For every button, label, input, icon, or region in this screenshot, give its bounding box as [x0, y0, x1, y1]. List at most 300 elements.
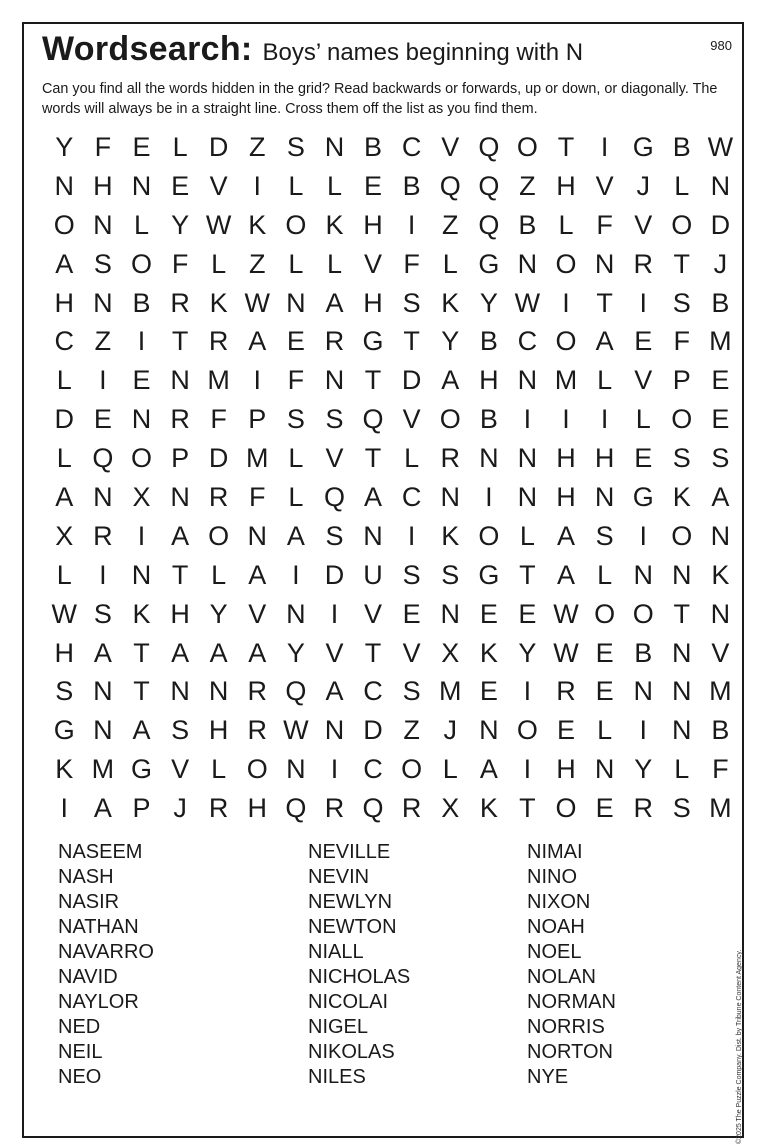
grid-cell[interactable]: S [402, 559, 421, 590]
grid-cell[interactable]: H [363, 209, 383, 240]
word-list-item[interactable]: NAVID [58, 966, 118, 988]
word-list-item[interactable]: NIALL [308, 941, 364, 963]
word-list-item[interactable]: NIXON [527, 891, 591, 913]
grid-cell[interactable]: S [55, 676, 74, 707]
grid-cell[interactable]: A [325, 676, 344, 707]
grid-cell[interactable]: V [325, 443, 344, 474]
grid-cell[interactable]: N [672, 559, 692, 590]
grid-cell[interactable]: V [364, 598, 383, 629]
grid-cell[interactable]: I [330, 754, 339, 785]
grid-cell[interactable]: M [554, 365, 578, 396]
grid-cell[interactable]: E [171, 170, 190, 201]
grid-cell[interactable]: M [207, 365, 230, 396]
grid-cell[interactable]: E [595, 793, 614, 824]
grid-cell[interactable]: A [595, 326, 614, 357]
grid-cell[interactable]: N [54, 170, 75, 201]
grid-cell[interactable]: C [54, 326, 75, 357]
grid-cell[interactable]: O [671, 209, 693, 240]
grid-cell[interactable]: O [594, 598, 616, 629]
grid-cell[interactable]: G [632, 481, 654, 512]
grid-cell[interactable]: V [325, 637, 344, 668]
grid-cell[interactable]: I [485, 481, 493, 512]
grid-cell[interactable]: A [171, 520, 190, 551]
grid-cell[interactable]: L [558, 209, 574, 240]
grid-cell[interactable]: O [632, 598, 654, 629]
grid-cell[interactable]: N [93, 287, 113, 318]
grid-cell[interactable]: T [133, 637, 150, 668]
grid-cell[interactable]: Y [441, 326, 460, 357]
grid-cell[interactable]: J [173, 793, 187, 824]
grid-cell[interactable]: N [286, 287, 306, 318]
grid-cell[interactable]: N [672, 715, 692, 746]
grid-cell[interactable]: L [442, 754, 458, 785]
grid-cell[interactable]: K [672, 481, 691, 512]
grid-cell[interactable]: U [363, 559, 383, 590]
grid-cell[interactable]: O [555, 793, 577, 824]
grid-cell[interactable]: S [286, 131, 305, 162]
grid-cell[interactable]: N [170, 676, 190, 707]
grid-cell[interactable]: N [93, 676, 113, 707]
word-list-item[interactable]: NIMAI [527, 841, 583, 863]
grid-cell[interactable]: L [442, 248, 458, 279]
grid-cell[interactable]: M [709, 676, 732, 707]
grid-cell[interactable]: Z [94, 326, 112, 357]
grid-cell[interactable]: T [557, 131, 575, 162]
grid-cell[interactable]: E [93, 404, 112, 435]
grid-cell[interactable]: Z [403, 715, 420, 746]
grid-cell[interactable]: S [711, 443, 730, 474]
grid-cell[interactable]: S [672, 287, 691, 318]
grid-cell[interactable]: F [287, 365, 305, 396]
grid-cell[interactable]: P [672, 365, 691, 396]
grid-cell[interactable]: H [170, 598, 190, 629]
grid-cell[interactable]: I [523, 404, 532, 435]
grid-cell[interactable]: D [54, 404, 75, 435]
grid-cell[interactable]: M [709, 326, 732, 357]
grid-cell[interactable]: S [672, 793, 691, 824]
grid-cell[interactable]: B [402, 170, 421, 201]
grid-cell[interactable]: K [209, 287, 228, 318]
grid-cell[interactable]: H [556, 754, 576, 785]
word-list-item[interactable]: NATHAN [58, 916, 139, 938]
word-list-item[interactable]: NIGEL [308, 1016, 369, 1038]
grid-cell[interactable]: L [211, 248, 227, 279]
grid-cell[interactable]: L [326, 248, 342, 279]
grid-cell[interactable]: N [131, 170, 152, 201]
grid-cell[interactable]: Q [92, 443, 114, 474]
grid-cell[interactable]: H [247, 793, 268, 824]
grid-cell[interactable]: F [210, 404, 227, 435]
grid-cell[interactable]: A [132, 715, 151, 746]
grid-cell[interactable]: X [441, 637, 460, 668]
grid-cell[interactable]: S [171, 715, 190, 746]
grid-cell[interactable]: T [364, 637, 382, 668]
grid-cell[interactable]: Z [519, 170, 536, 201]
grid-cell[interactable]: I [600, 404, 609, 435]
grid-cell[interactable]: N [131, 559, 152, 590]
grid-cell[interactable]: T [596, 287, 613, 318]
grid-cell[interactable]: T [133, 676, 150, 707]
grid-cell[interactable]: N [286, 598, 306, 629]
grid-cell[interactable]: L [172, 131, 188, 162]
grid-cell[interactable]: P [132, 793, 151, 824]
grid-cell[interactable]: Y [286, 637, 305, 668]
grid-cell[interactable]: R [633, 248, 653, 279]
grid-cell[interactable]: X [441, 793, 460, 824]
grid-cell[interactable]: W [707, 131, 734, 162]
word-list-item[interactable]: NEO [58, 1066, 102, 1088]
grid-cell[interactable]: T [673, 598, 691, 629]
grid-cell[interactable]: I [253, 170, 262, 201]
grid-cell[interactable]: N [594, 754, 615, 785]
grid-cell[interactable]: E [479, 598, 498, 629]
grid-cell[interactable]: T [519, 793, 536, 824]
grid-cell[interactable]: Y [209, 598, 228, 629]
grid-cell[interactable]: Q [323, 481, 345, 512]
grid-cell[interactable]: O [671, 404, 693, 435]
grid-cell[interactable]: V [402, 404, 421, 435]
word-list-item[interactable]: NORMAN [527, 991, 616, 1013]
grid-cell[interactable]: G [362, 326, 384, 357]
grid-cell[interactable]: B [364, 131, 383, 162]
grid-cell[interactable]: H [54, 637, 75, 668]
grid-cell[interactable]: A [364, 481, 383, 512]
word-list-item[interactable]: NEWTON [308, 916, 397, 938]
grid-cell[interactable]: V [248, 598, 267, 629]
grid-cell[interactable]: L [56, 443, 72, 474]
grid-cell[interactable]: V [402, 637, 421, 668]
word-list-item[interactable]: NEVIN [308, 866, 370, 888]
grid-cell[interactable]: K [479, 793, 498, 824]
grid-cell[interactable]: D [208, 443, 229, 474]
grid-cell[interactable]: D [401, 365, 422, 396]
word-list-item[interactable]: NOAH [527, 916, 585, 938]
grid-cell[interactable]: W [283, 715, 309, 746]
grid-cell[interactable]: F [673, 326, 691, 357]
grid-cell[interactable]: E [595, 676, 614, 707]
grid-cell[interactable]: I [407, 209, 416, 240]
grid-cell[interactable]: R [247, 676, 268, 707]
grid-cell[interactable]: T [171, 326, 189, 357]
grid-cell[interactable]: N [324, 131, 345, 162]
grid-cell[interactable]: L [597, 365, 613, 396]
grid-cell[interactable]: O [130, 248, 152, 279]
grid-cell[interactable]: K [325, 209, 344, 240]
grid-cell[interactable]: N [247, 520, 268, 551]
grid-cell[interactable]: R [324, 793, 345, 824]
word-list-item[interactable]: NOEL [527, 941, 582, 963]
grid-cell[interactable]: N [440, 598, 460, 629]
grid-cell[interactable]: Y [171, 209, 190, 240]
grid-cell[interactable]: O [439, 404, 461, 435]
grid-cell[interactable]: O [478, 520, 500, 551]
grid-cell[interactable]: T [673, 248, 691, 279]
grid-cell[interactable]: F [171, 248, 189, 279]
grid-cell[interactable]: E [518, 598, 537, 629]
grid-cell[interactable]: N [517, 481, 538, 512]
grid-cell[interactable]: W [205, 209, 232, 240]
grid-cell[interactable]: O [246, 754, 268, 785]
grid-cell[interactable]: N [93, 209, 113, 240]
grid-cell[interactable]: E [557, 715, 576, 746]
grid-cell[interactable]: P [248, 404, 267, 435]
grid-cell[interactable]: A [286, 520, 305, 551]
grid-cell[interactable]: W [553, 598, 579, 629]
grid-cell[interactable]: N [479, 443, 499, 474]
grid-cell[interactable]: V [364, 248, 383, 279]
grid-cell[interactable]: I [60, 793, 69, 824]
grid-cell[interactable]: L [635, 404, 651, 435]
grid-cell[interactable]: I [639, 715, 647, 746]
grid-cell[interactable]: F [403, 248, 420, 279]
grid-cell[interactable]: O [671, 520, 693, 551]
grid-cell[interactable]: C [363, 676, 383, 707]
grid-cell[interactable]: R [556, 676, 576, 707]
grid-cell[interactable]: A [248, 559, 267, 590]
grid-cell[interactable]: B [672, 131, 691, 162]
grid-cell[interactable]: I [137, 520, 146, 551]
grid-cell[interactable]: Y [479, 287, 498, 318]
grid-cell[interactable]: A [557, 559, 576, 590]
grid-cell[interactable]: N [440, 481, 460, 512]
grid-cell[interactable]: I [253, 365, 262, 396]
grid-cell[interactable]: S [402, 287, 421, 318]
grid-cell[interactable]: X [132, 481, 151, 512]
grid-cell[interactable]: I [639, 287, 647, 318]
grid-cell[interactable]: S [325, 404, 344, 435]
grid-cell[interactable]: A [325, 287, 344, 318]
grid-cell[interactable]: N [93, 715, 113, 746]
grid-cell[interactable]: L [404, 443, 420, 474]
grid-cell[interactable]: E [711, 404, 730, 435]
grid-cell[interactable]: O [208, 520, 230, 551]
grid-cell[interactable]: N [363, 520, 383, 551]
grid-cell[interactable]: E [595, 637, 614, 668]
grid-cell[interactable]: P [171, 443, 190, 474]
grid-cell[interactable]: T [403, 326, 420, 357]
grid-cell[interactable]: A [93, 637, 112, 668]
grid-cell[interactable]: L [674, 170, 690, 201]
grid-cell[interactable]: N [710, 598, 731, 629]
grid-cell[interactable]: V [171, 754, 190, 785]
grid-cell[interactable]: B [711, 287, 730, 318]
grid-cell[interactable]: K [248, 209, 267, 240]
grid-cell[interactable]: K [441, 287, 460, 318]
grid-cell[interactable]: Q [478, 209, 500, 240]
grid-cell[interactable]: G [478, 248, 500, 279]
grid-cell[interactable]: K [711, 559, 730, 590]
grid-cell[interactable]: N [710, 520, 731, 551]
word-list-item[interactable]: NIKOLAS [308, 1041, 395, 1063]
grid-cell[interactable]: N [633, 676, 653, 707]
grid-cell[interactable]: F [712, 754, 729, 785]
grid-cell[interactable]: D [324, 559, 345, 590]
grid-cell[interactable]: E [364, 170, 383, 201]
grid-cell[interactable]: M [709, 793, 732, 824]
grid-cell[interactable]: J [636, 170, 650, 201]
grid-cell[interactable]: W [553, 637, 579, 668]
grid-cell[interactable]: R [208, 326, 229, 357]
grid-cell[interactable]: K [441, 520, 460, 551]
grid-cell[interactable]: L [597, 559, 613, 590]
grid-cell[interactable]: N [324, 715, 345, 746]
grid-cell[interactable]: Y [634, 754, 653, 785]
grid-cell[interactable]: Q [439, 170, 461, 201]
grid-cell[interactable]: R [247, 715, 268, 746]
grid-cell[interactable]: B [132, 287, 151, 318]
grid-cell[interactable]: A [209, 637, 228, 668]
grid-cell[interactable]: N [672, 676, 692, 707]
grid-cell[interactable]: N [594, 248, 615, 279]
grid-cell[interactable]: G [130, 754, 152, 785]
grid-cell[interactable]: C [401, 481, 422, 512]
grid-cell[interactable]: E [132, 131, 151, 162]
grid-cell[interactable]: T [519, 559, 536, 590]
grid-cell[interactable]: I [639, 520, 647, 551]
grid-cell[interactable]: N [710, 170, 731, 201]
grid-cell[interactable]: K [132, 598, 151, 629]
grid-cell[interactable]: V [711, 637, 730, 668]
grid-cell[interactable]: W [514, 287, 541, 318]
grid-cell[interactable]: R [401, 793, 422, 824]
grid-cell[interactable]: I [523, 676, 532, 707]
word-list-item[interactable]: NAVARRO [58, 941, 154, 963]
grid-cell[interactable]: N [93, 481, 113, 512]
grid-cell[interactable]: M [91, 754, 115, 785]
grid-cell[interactable]: H [594, 443, 615, 474]
grid-cell[interactable]: B [711, 715, 730, 746]
grid-cell[interactable]: E [286, 326, 305, 357]
grid-cell[interactable]: O [285, 209, 307, 240]
grid-cell[interactable]: L [211, 559, 227, 590]
grid-cell[interactable]: L [674, 754, 690, 785]
grid-cell[interactable]: I [330, 598, 339, 629]
grid-cell[interactable]: K [55, 754, 74, 785]
grid-cell[interactable]: H [208, 715, 229, 746]
grid-cell[interactable]: E [402, 598, 421, 629]
grid-cell[interactable]: N [170, 481, 190, 512]
grid-cell[interactable]: N [131, 404, 152, 435]
grid-cell[interactable]: S [286, 404, 305, 435]
grid-cell[interactable]: D [208, 131, 229, 162]
grid-cell[interactable]: I [523, 754, 532, 785]
grid-cell[interactable]: A [248, 326, 267, 357]
grid-cell[interactable]: N [517, 248, 538, 279]
grid-cell[interactable]: A [248, 637, 267, 668]
grid-cell[interactable]: W [244, 287, 270, 318]
grid-cell[interactable]: V [595, 170, 614, 201]
grid-cell[interactable]: I [137, 326, 146, 357]
grid-cell[interactable]: I [292, 559, 300, 590]
grid-cell[interactable]: E [479, 676, 498, 707]
grid-cell[interactable]: N [479, 715, 499, 746]
grid-cell[interactable]: A [557, 520, 576, 551]
grid-cell[interactable]: Z [249, 131, 266, 162]
grid-cell[interactable]: Q [285, 676, 307, 707]
word-list-item[interactable]: NORTON [527, 1041, 613, 1063]
grid-cell[interactable]: S [325, 520, 344, 551]
grid-cell[interactable]: N [517, 365, 538, 396]
grid-cell[interactable]: M [246, 443, 269, 474]
grid-cell[interactable]: Q [362, 793, 384, 824]
grid-cell[interactable]: Z [249, 248, 266, 279]
grid-cell[interactable]: L [56, 365, 72, 396]
word-list-item[interactable]: NEWLYN [308, 891, 393, 913]
grid-cell[interactable]: E [634, 443, 653, 474]
grid-cell[interactable]: O [555, 248, 577, 279]
grid-cell[interactable]: R [440, 443, 460, 474]
grid-cell[interactable]: Z [441, 209, 459, 240]
grid-cell[interactable]: A [93, 793, 112, 824]
grid-cell[interactable]: B [634, 637, 653, 668]
grid-cell[interactable]: O [516, 715, 538, 746]
grid-cell[interactable]: H [363, 287, 383, 318]
word-list-item[interactable]: NAYLOR [58, 991, 139, 1013]
grid-cell[interactable]: E [634, 326, 653, 357]
grid-cell[interactable]: F [596, 209, 613, 240]
grid-cell[interactable]: R [93, 520, 113, 551]
grid-cell[interactable]: A [711, 481, 730, 512]
grid-cell[interactable]: T [171, 559, 189, 590]
grid-cell[interactable]: F [249, 481, 266, 512]
word-list-item[interactable]: NORRIS [527, 1016, 605, 1038]
grid-cell[interactable]: L [288, 248, 304, 279]
grid-cell[interactable]: E [711, 365, 730, 396]
grid-cell[interactable]: Q [285, 793, 307, 824]
grid-cell[interactable]: I [562, 287, 570, 318]
grid-cell[interactable]: A [55, 248, 74, 279]
grid-cell[interactable]: S [441, 559, 460, 590]
grid-cell[interactable]: J [443, 715, 457, 746]
grid-cell[interactable]: N [517, 443, 538, 474]
grid-cell[interactable]: Q [362, 404, 384, 435]
grid-cell[interactable]: H [54, 287, 75, 318]
grid-cell[interactable]: V [441, 131, 460, 162]
grid-cell[interactable]: O [555, 326, 577, 357]
grid-cell[interactable]: G [632, 131, 654, 162]
word-list-item[interactable]: NASH [58, 866, 114, 888]
grid-cell[interactable]: J [713, 248, 728, 279]
grid-cell[interactable]: D [363, 715, 383, 746]
grid-cell[interactable]: O [130, 443, 152, 474]
grid-cell[interactable]: N [208, 676, 229, 707]
grid-cell[interactable]: R [208, 481, 229, 512]
word-list-item[interactable]: NED [58, 1016, 101, 1038]
word-list-item[interactable]: NICHOLAS [308, 966, 411, 988]
grid-cell[interactable]: T [364, 443, 382, 474]
grid-cell[interactable]: H [556, 443, 576, 474]
grid-cell[interactable]: E [132, 365, 151, 396]
grid-cell[interactable]: I [99, 559, 107, 590]
grid-cell[interactable]: L [288, 170, 304, 201]
grid-cell[interactable]: A [55, 481, 74, 512]
grid-cell[interactable]: K [479, 637, 498, 668]
grid-cell[interactable]: H [556, 170, 576, 201]
grid-cell[interactable]: R [170, 287, 190, 318]
word-list-item[interactable]: NEVILLE [308, 841, 391, 863]
grid-cell[interactable]: I [99, 365, 107, 396]
grid-cell[interactable]: R [633, 793, 653, 824]
grid-cell[interactable]: Q [478, 170, 500, 201]
grid-cell[interactable]: N [286, 754, 306, 785]
grid-cell[interactable]: T [364, 365, 382, 396]
grid-cell[interactable]: O [516, 131, 538, 162]
grid-cell[interactable]: L [288, 443, 304, 474]
grid-cell[interactable]: V [209, 170, 228, 201]
grid-cell[interactable]: H [556, 481, 576, 512]
grid-cell[interactable]: H [479, 365, 499, 396]
grid-cell[interactable]: N [633, 559, 653, 590]
